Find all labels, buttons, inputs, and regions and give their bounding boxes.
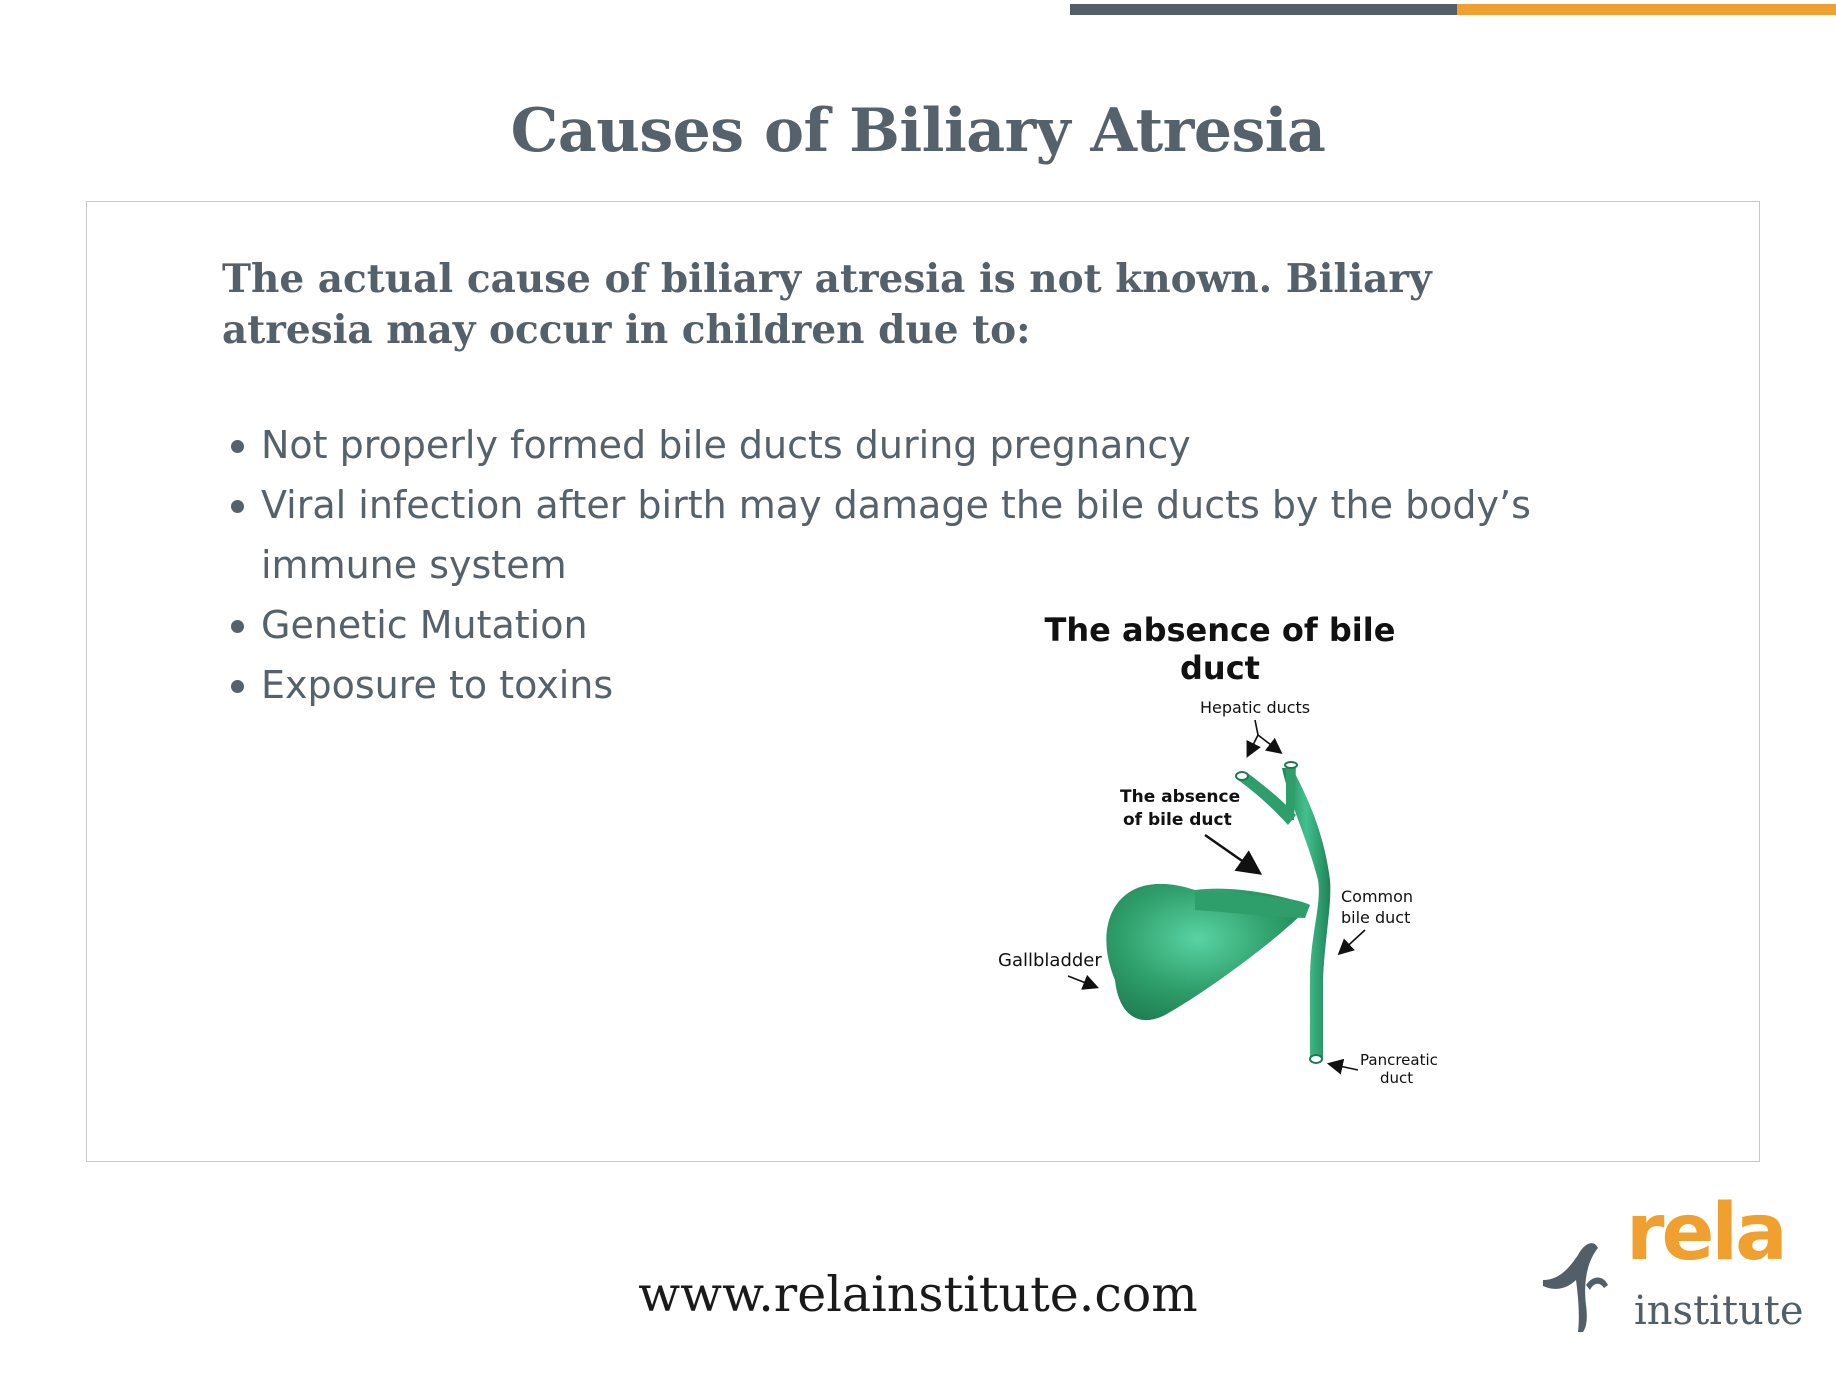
arrow-gallbladder [1068, 976, 1096, 987]
hepatic-duct-right-shape [1286, 765, 1296, 820]
pancreatic-duct-end [1310, 1055, 1322, 1063]
label-hepatic-ducts: Hepatic ducts [1200, 698, 1311, 717]
hepatic-duct-end [1285, 762, 1297, 768]
footer-url: www.relainstitute.com [638, 1266, 1198, 1323]
label-gallbladder: Gallbladder [998, 950, 1102, 971]
hepatic-duct-end [1236, 772, 1248, 780]
cause-text: Viral infection after birth may damage the bile ducts by the body’s immune system [261, 483, 1531, 587]
intro-text: The actual cause of biliary atresia is not known. Biliary atresia may occur in children due to: [222, 256, 1432, 353]
cause-text: Not properly formed bile ducts during pregnancy [261, 423, 1191, 467]
cause-text: Exposure to toxins [261, 663, 614, 707]
top-accent-bar-orange [1457, 4, 1836, 15]
bullet-icon [231, 620, 244, 633]
label-pancreatic-line2: duct [1380, 1069, 1414, 1087]
label-absence-line2: of bile duct [1123, 810, 1232, 830]
top-accent-bar-grey [1070, 4, 1457, 15]
bullet-icon [231, 500, 244, 513]
page-title: Causes of Biliary Atresia [510, 96, 1326, 166]
arrow-hepatic-right [1258, 735, 1280, 752]
label-absence-line1: The absence [1120, 787, 1241, 807]
label-common-line2: bile duct [1341, 908, 1411, 927]
cause-item [227, 415, 1557, 475]
arrow-hepatic-left [1248, 720, 1258, 755]
arrow-common-bile-duct [1340, 930, 1365, 953]
label-common-line1: Common [1341, 887, 1414, 906]
bile-duct-diagram [990, 690, 1460, 1100]
cause-text: Genetic Mutation [261, 603, 588, 647]
arrow-pancreatic [1330, 1064, 1358, 1070]
arrow-absence [1205, 835, 1258, 872]
label-pancreatic-line1: Pancreatic [1360, 1051, 1438, 1069]
diagram-title: The absence of bile duct [1044, 611, 1396, 687]
bullet-icon [231, 440, 244, 453]
logo-subtitle: institute [1634, 1288, 1804, 1334]
logo-mark-icon [1538, 1220, 1638, 1340]
logo-wordmark: rela [1626, 1188, 1785, 1278]
bullet-icon [231, 680, 244, 693]
rela-logo [1538, 1188, 1804, 1340]
cause-item [227, 475, 1557, 595]
